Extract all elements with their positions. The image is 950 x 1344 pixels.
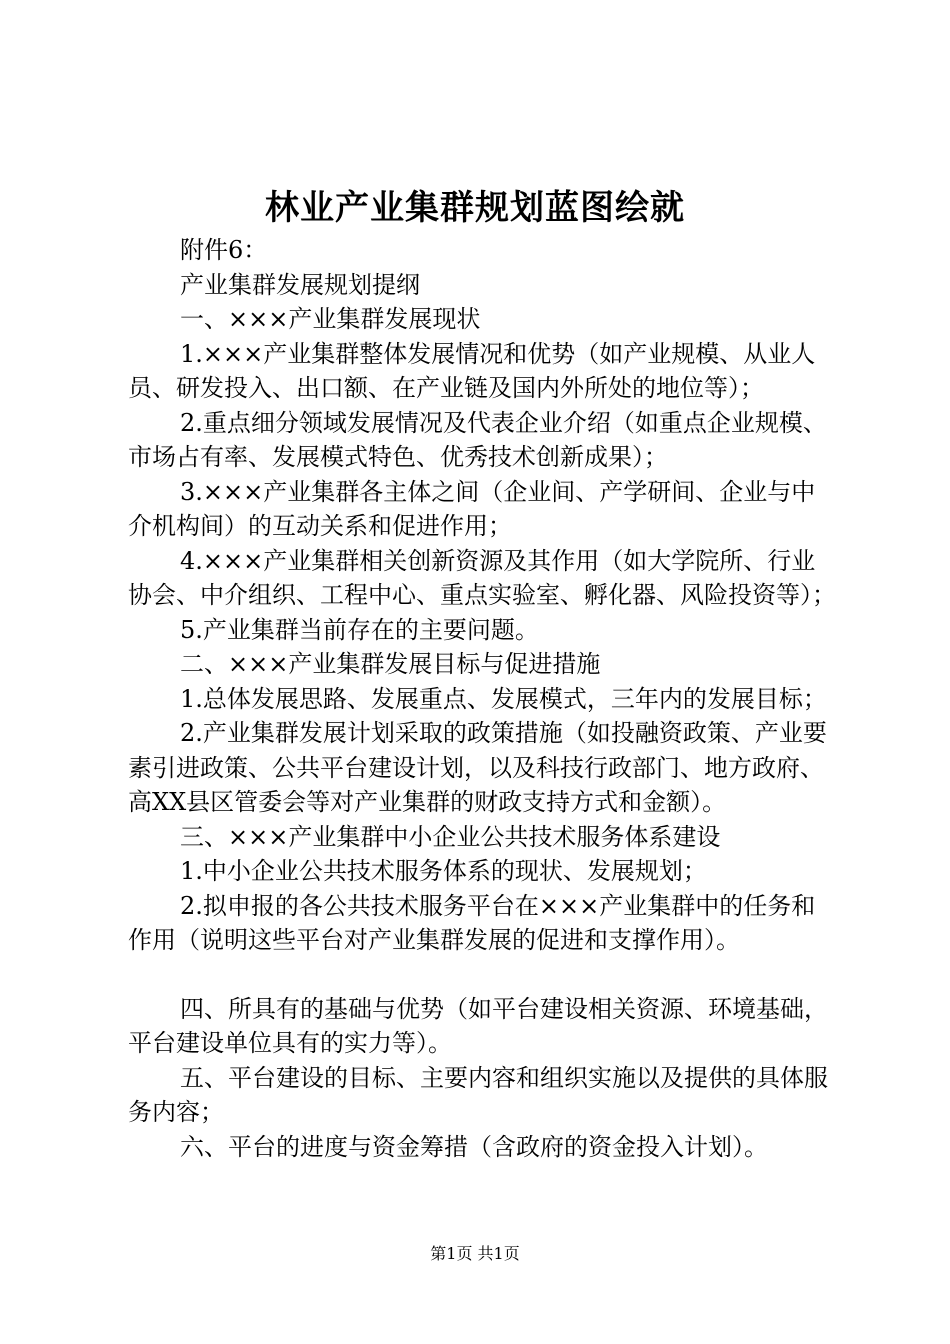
list-item: 2.拟申报的各公共技术服务平台在×××产业集群中的任务和作用（说明这些平台对产业集群发展的促进和支撑作用）。 <box>128 891 816 954</box>
section-heading-6: 六、平台的进度与资金筹措（含政府的资金投入计划）。 <box>180 1132 768 1161</box>
section-heading-3: 三、×××产业集群中小企业公共技术服务体系建设 <box>180 822 721 851</box>
document-body <box>128 233 838 1164</box>
section-heading-5: 五、平台建设的目标、主要内容和组织实施以及提供的具体服务内容； <box>128 1063 828 1126</box>
section-heading-2: 二、×××产业集群发展目标与促进措施 <box>180 650 601 678</box>
page-footer: 第1页 共1页 <box>430 1244 520 1263</box>
list-item: 1.中小企业公共技术服务体系的现状、发展规划； <box>180 857 707 885</box>
list-item: 5.产业集群当前存在的主要问题。 <box>180 615 539 644</box>
paragraph-attachment-label: 附件6： <box>180 236 268 264</box>
section-heading-4: 四、所具有的基础与优势（如平台建设相关资源、环境基础，平台建设单位具有的实力等）。 <box>128 994 828 1057</box>
list-item: 4.×××产业集群相关创新资源及其作用（如大学院所、行业协会、中介组织、工程中心、重点实验室、孵化器、风险投资等）； <box>128 546 836 609</box>
list-item: 2.产业集群发展计划采取的政策措施（如投融资政策、产业要素引进政策、公共平台建设计划，以及科技行政部门、地方政府、高XX县区管委会等对产业集群的财政支持方式和金额）。 <box>128 719 827 816</box>
list-item: 1.总体发展思路、发展重点、发展模式，三年内的发展目标； <box>180 684 827 713</box>
list-item: 2.重点细分领域发展情况及代表企业介绍（如重点企业规模、市场占有率、发展模式特色、优秀技术创新成果）； <box>128 408 827 471</box>
section-heading-1: 一、×××产业集群发展现状 <box>180 305 481 333</box>
document-title: 林业产业集群规划蓝图绘就 <box>265 188 685 228</box>
list-item: 1.×××产业集群整体发展情况和优势（如产业规模、从业人员、研发投入、出口额、在产业链及国内外所处的地位等）； <box>128 339 816 402</box>
paragraph-outline-title: 产业集群发展规划提纲 <box>180 270 420 299</box>
list-item: 3.×××产业集群各主体之间（企业间、产学研间、企业与中介机构间）的互动关系和促进作用； <box>128 477 816 540</box>
